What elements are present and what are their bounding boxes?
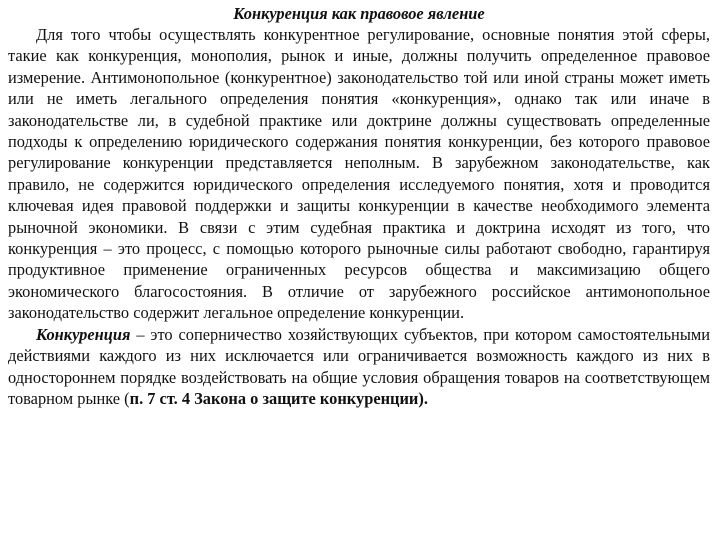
document-body — [8, 3, 710, 409]
paragraph-competition-definition — [8, 324, 710, 410]
document-title: Конкуренция как правовое явление — [233, 4, 485, 23]
definition-body: – это соперничество хозяйствующих субъектов, при котором самостоятельными действиями каждого из них исключается или ограничивается возможность каждого из них в одностороннем порядке воздействовать на общие условия обращения товаров на соответствующем товарном рынке ( — [8, 324, 710, 408]
law-reference: п. 7 ст. 4 Закона о защите конкуренции — [129, 388, 419, 408]
definition-closing: ). — [418, 388, 428, 408]
paragraph-competition-overview: Для того чтобы осуществлять конкурентное регулирование, основные понятия этой сферы, такие как конкуренция, монополия, рынок и иные, должны получить определенное правовое измерение. Антимонопольное (конкурентное) законодательство той или иной страны может иметь или не иметь легального определения понятия «конкуренция», однако так или иначе в законодательстве ли, в судебной практике или доктрине должны существовать определенные подходы к определению юридического содержания понятия конкуренции, без которого правовое регулирование конкуренции представляется неполным. В зарубежном законодательстве, как правило, не содержится юридического определения исследуемого понятия, хотя и проводится ключевая идея правовой поддержки и защиты конкуренции в качестве необходимого элемента рыночной экономики. В связи с этим судебная практика и доктрина исходят из того, что конкуренция – это процесс, с помощью которого рыночные силы работают свободно, гарантируя продуктивное применение ограниченных ресурсов общества и максимизацию общего экономического благосостояния. В отличие от зарубежного российское антимонопольное законодательство содержит легальное определение конкуренции. — [8, 25, 710, 323]
definition-term: Конкуренция — [36, 324, 131, 344]
